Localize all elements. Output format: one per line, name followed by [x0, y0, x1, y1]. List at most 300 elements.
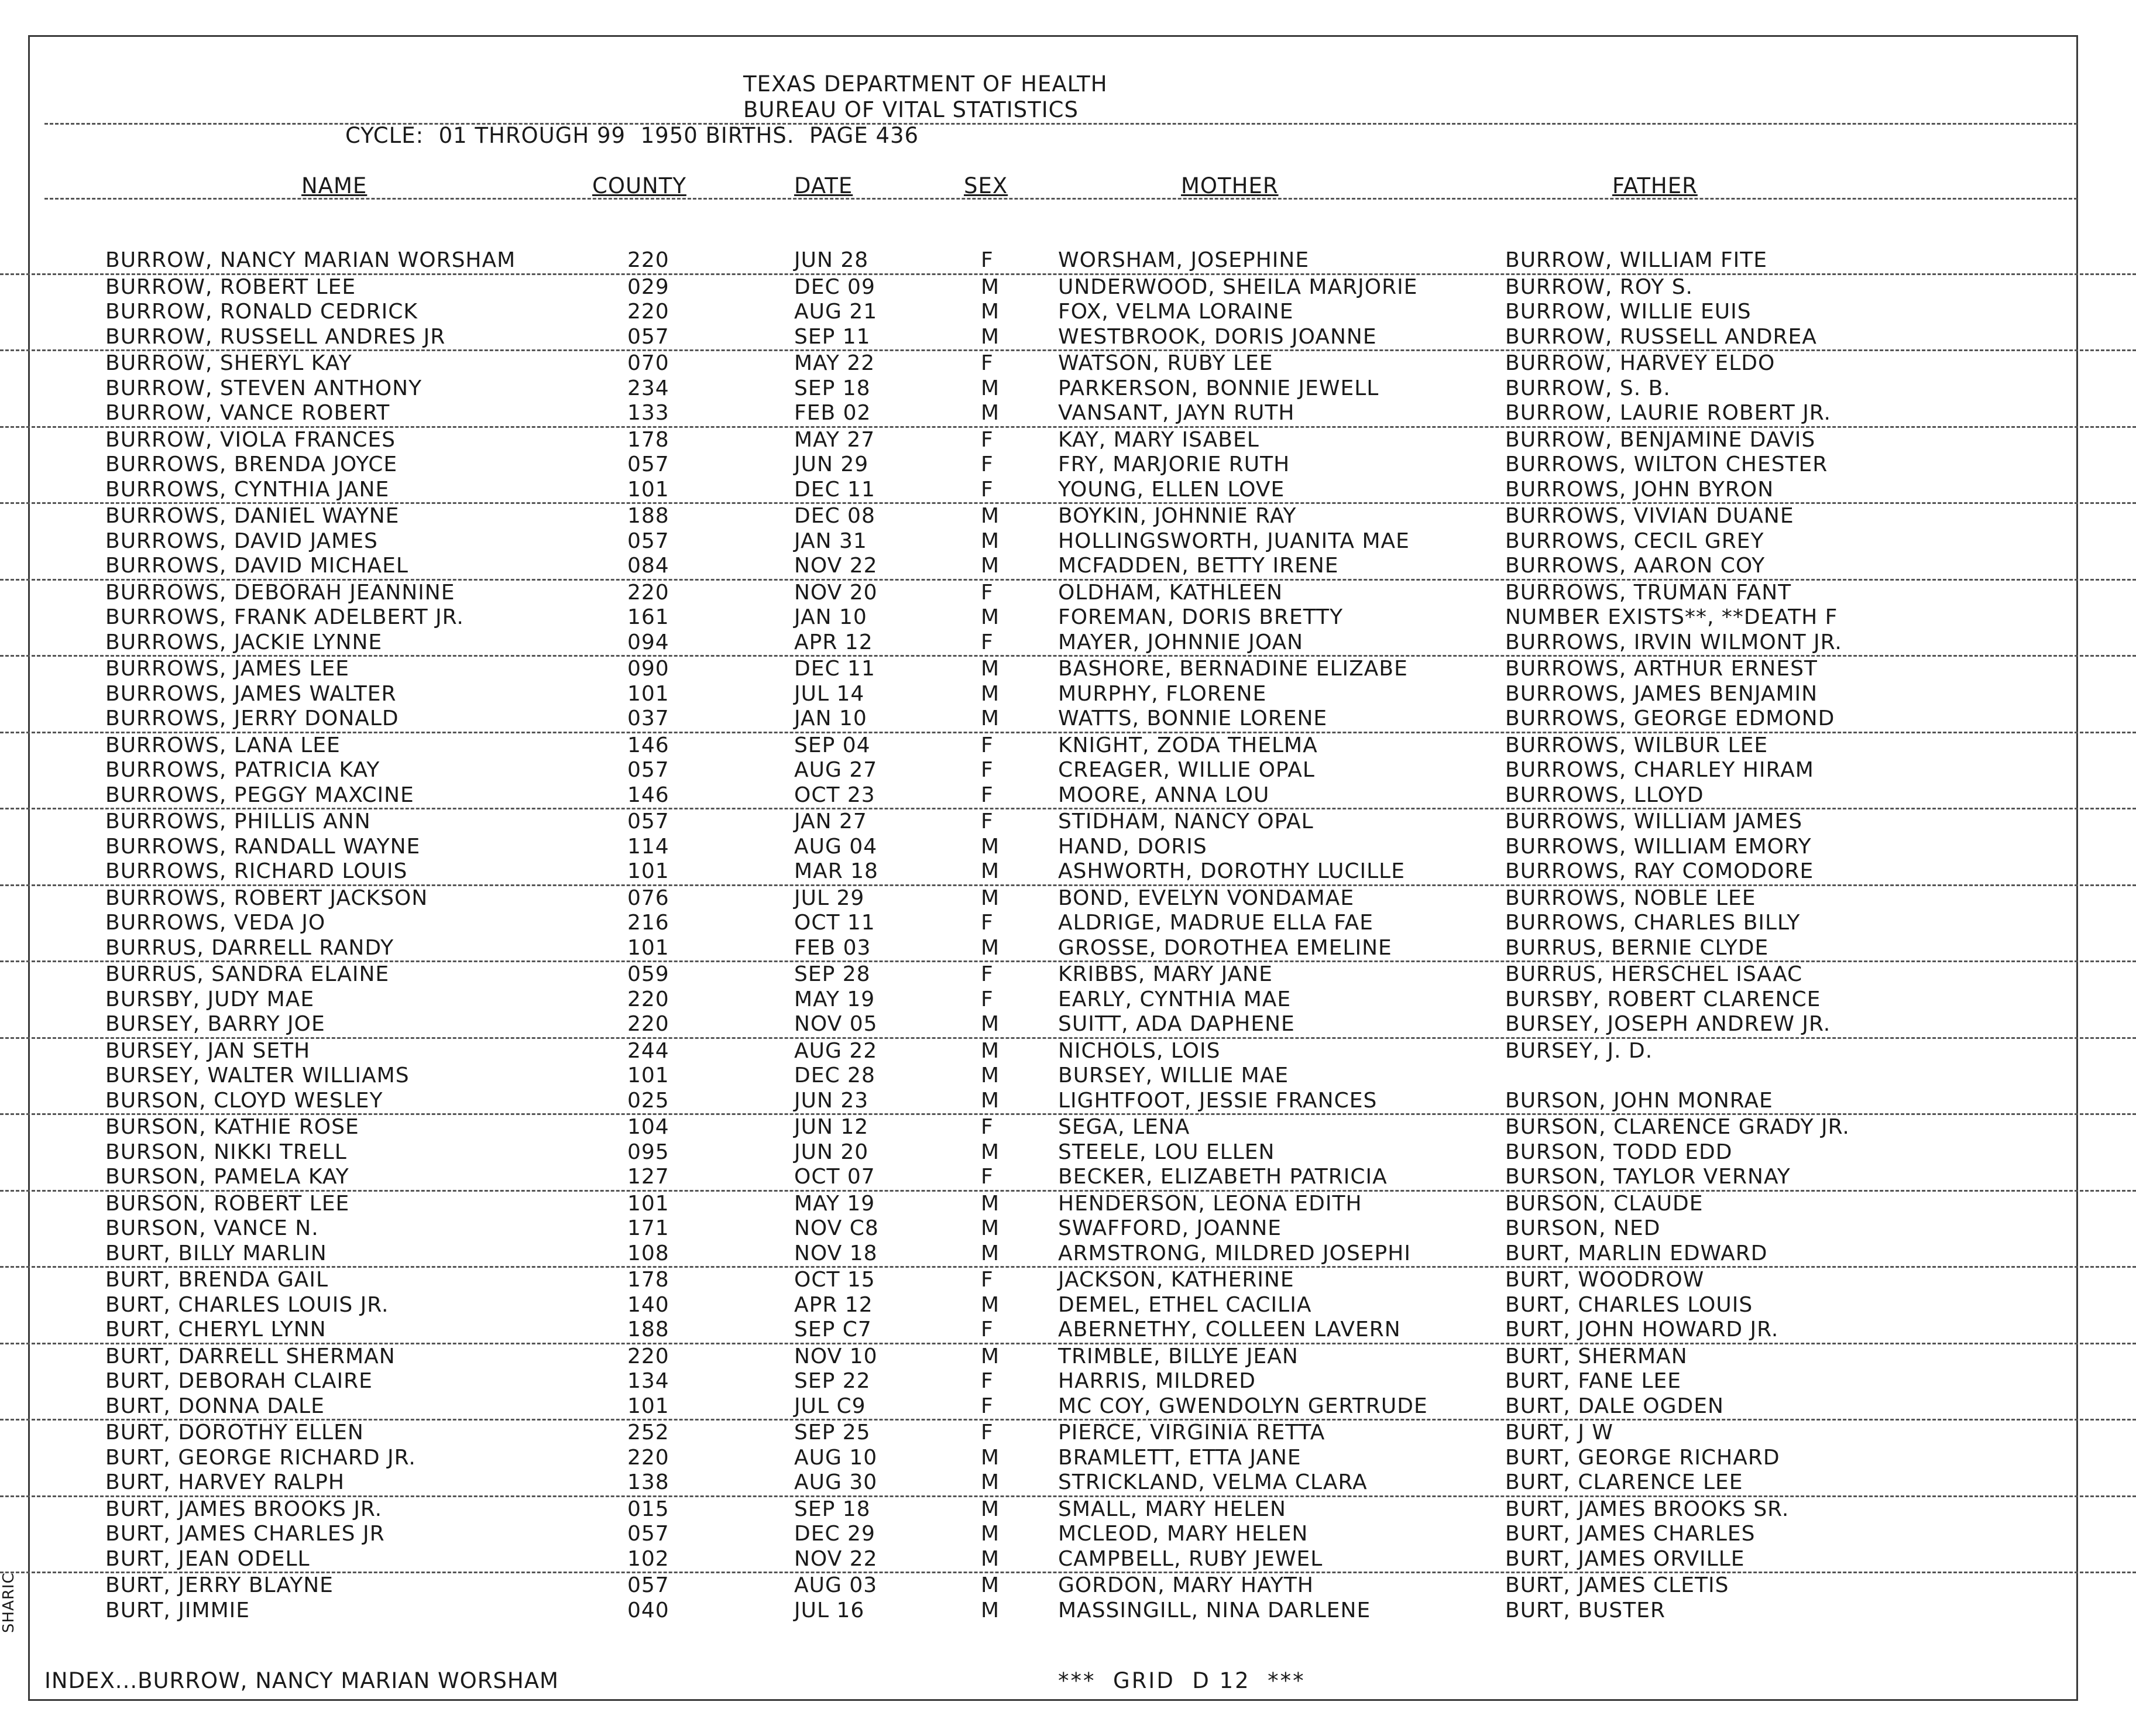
cell-father: BURROW, BENJAMINE DAVIS	[1505, 427, 1816, 452]
cell-father: BURROWS, GEORGE EDMOND	[1505, 706, 1835, 730]
cell-father: BURROWS, CHARLEY HIRAM	[1505, 758, 1814, 782]
cell-father: BURSBY, ROBERT CLARENCE	[1505, 987, 1821, 1011]
table-row	[0, 1063, 2136, 1089]
cell-county: 057	[627, 529, 669, 553]
table-row	[0, 657, 2136, 682]
cell-sex: F	[981, 248, 994, 272]
cell-name: BURT, CHARLES LOUIS JR.	[105, 1292, 389, 1317]
cell-father: BURROWS, JOHN BYRON	[1505, 477, 1774, 502]
cell-date: DEC 08	[794, 504, 875, 528]
cell-father: BURSEY, J. D.	[1505, 1038, 1653, 1063]
table-row	[0, 1394, 2136, 1421]
cell-name: BURT, BRENDA GAIL	[105, 1268, 329, 1292]
cell-father: BURROWS, CECIL GREY	[1505, 529, 1764, 553]
cell-father: BURT, CHARLES LOUIS	[1505, 1292, 1753, 1317]
cell-mother: YOUNG, ELLEN LOVE	[1058, 477, 1285, 502]
cell-sex: M	[981, 300, 1000, 324]
cell-mother: WESTBROOK, DORIS JOANNE	[1058, 324, 1377, 349]
cell-date: MAR 18	[794, 859, 878, 883]
cell-sex: M	[981, 1546, 1000, 1571]
cell-name: BURROWS, JAMES WALTER	[105, 681, 397, 706]
cell-sex: M	[981, 1598, 1000, 1622]
table-row	[0, 1318, 2136, 1344]
column-header-name: NAME	[301, 173, 368, 198]
table-row	[0, 1165, 2136, 1192]
table-row	[0, 1369, 2136, 1394]
cell-father: BURT, MARLIN EDWARD	[1505, 1241, 1768, 1265]
cell-mother: GORDON, MARY HAYTH	[1058, 1573, 1314, 1597]
cell-father: BURROWS, ARTHUR ERNEST	[1505, 657, 1818, 681]
cell-father: BURSON, CLAUDE	[1505, 1191, 1704, 1216]
cell-date: SEP 28	[794, 962, 871, 986]
cell-sex: F	[981, 1369, 994, 1393]
cell-mother: SMALL, MARY HELEN	[1058, 1497, 1286, 1521]
cell-sex: F	[981, 580, 994, 605]
cell-father: BURT, JAMES CHARLES	[1505, 1522, 1756, 1546]
cell-county: 101	[627, 681, 669, 706]
cell-name: BURT, CHERYL LYNN	[105, 1318, 327, 1342]
cell-sex: F	[981, 630, 994, 654]
cell-father: BURROWS, AARON COY	[1505, 554, 1766, 578]
cell-sex: M	[981, 376, 1000, 400]
cell-name: BURROWS, PHILLIS ANN	[105, 809, 371, 833]
cell-mother: MCFADDEN, BETTY IRENE	[1058, 554, 1339, 578]
cell-name: BURSON, PAMELA KAY	[105, 1165, 349, 1189]
cell-sex: F	[981, 427, 994, 452]
table-row	[0, 911, 2136, 936]
table-row	[0, 554, 2136, 581]
cell-sex: F	[981, 1421, 994, 1445]
cell-father: BURROWS, JAMES BENJAMIN	[1505, 681, 1818, 706]
cell-sex: M	[981, 1497, 1000, 1521]
table-row	[0, 1421, 2136, 1446]
table-row	[0, 706, 2136, 733]
cell-sex: F	[981, 1165, 994, 1189]
cell-mother: BOND, EVELYN VONDAMAE	[1058, 886, 1355, 910]
cell-date: MAY 19	[794, 987, 875, 1011]
cell-mother: ABERNETHY, COLLEEN LAVERN	[1058, 1318, 1401, 1342]
cell-name: BURROWS, CYNTHIA JANE	[105, 477, 390, 502]
cell-date: JUN 12	[794, 1115, 869, 1139]
cell-county: 127	[627, 1165, 669, 1189]
cell-date: NOV 18	[794, 1241, 878, 1265]
cell-county: 108	[627, 1241, 669, 1265]
cell-father: BURSON, TAYLOR VERNAY	[1505, 1165, 1791, 1189]
cell-date: FEB 03	[794, 935, 871, 960]
cell-county: 029	[627, 275, 669, 299]
table-row	[0, 1012, 2136, 1039]
cell-county: 188	[627, 1318, 669, 1342]
table-row	[0, 936, 2136, 963]
cell-date: APR 12	[794, 1292, 873, 1317]
cell-name: BURROW, RUSSELL ANDRES JR	[105, 324, 446, 349]
cell-father: BURT, FANE LEE	[1505, 1369, 1682, 1393]
cell-county: 244	[627, 1038, 669, 1063]
cell-mother: BRAMLETT, ETTA JANE	[1058, 1445, 1301, 1470]
cell-sex: F	[981, 477, 994, 502]
cell-father: BURRUS, BERNIE CLYDE	[1505, 935, 1769, 960]
cell-county: 188	[627, 504, 669, 528]
cell-date: OCT 11	[794, 911, 875, 935]
table-row	[0, 1140, 2136, 1165]
cell-sex: M	[981, 504, 1000, 528]
table-row	[0, 1089, 2136, 1116]
cell-date: NOV 05	[794, 1012, 878, 1036]
table-row	[0, 605, 2136, 630]
cell-mother: NICHOLS, LOIS	[1058, 1038, 1221, 1063]
cell-county: 146	[627, 783, 669, 807]
table-row	[0, 886, 2136, 911]
cell-sex: M	[981, 657, 1000, 681]
cell-date: AUG 30	[794, 1470, 878, 1494]
cell-date: FEB 02	[794, 401, 871, 425]
cell-name: BURROWS, DAVID MICHAEL	[105, 554, 408, 578]
cell-mother: LIGHTFOOT, JESSIE FRANCES	[1058, 1088, 1378, 1113]
cell-father: BURT, JAMES BROOKS SR.	[1505, 1497, 1790, 1521]
cell-county: 220	[627, 1012, 669, 1036]
cell-mother: MURPHY, FLORENE	[1058, 681, 1267, 706]
cell-date: DEC 28	[794, 1063, 875, 1087]
cell-date: AUG 27	[794, 758, 878, 782]
cell-name: BURSON, NIKKI TRELL	[105, 1140, 347, 1164]
cell-name: BURT, JAMES CHARLES JR	[105, 1522, 385, 1546]
cell-mother: BOYKIN, JOHNNIE RAY	[1058, 504, 1297, 528]
cell-county: 220	[627, 248, 669, 272]
cell-county: 104	[627, 1115, 669, 1139]
cell-date: DEC 09	[794, 275, 875, 299]
cell-mother: SEGA, LENA	[1058, 1115, 1190, 1139]
cell-mother: DEMEL, ETHEL CACILIA	[1058, 1292, 1312, 1317]
table-row	[0, 275, 2136, 300]
cell-sex: M	[981, 275, 1000, 299]
table-row	[0, 325, 2136, 352]
cell-sex: M	[981, 529, 1000, 553]
table-row	[0, 1598, 2136, 1624]
cell-mother: STIDHAM, NANCY OPAL	[1058, 809, 1314, 833]
cell-county: 101	[627, 859, 669, 883]
cell-name: BURROWS, RICHARD LOUIS	[105, 859, 408, 883]
cell-name: BURROWS, FRANK ADELBERT JR.	[105, 605, 464, 629]
cell-name: BURROWS, JERRY DONALD	[105, 706, 399, 730]
cell-sex: M	[981, 324, 1000, 349]
cell-sex: M	[981, 1063, 1000, 1087]
table-row	[0, 1573, 2136, 1598]
cell-mother: WORSHAM, JOSEPHINE	[1058, 248, 1310, 272]
cell-sex: M	[981, 1445, 1000, 1470]
table-row	[0, 1547, 2136, 1574]
table-row	[0, 1241, 2136, 1268]
cell-county: 220	[627, 300, 669, 324]
cell-sex: M	[981, 1573, 1000, 1597]
cell-sex: M	[981, 605, 1000, 629]
cell-father: BURT, JAMES CLETIS	[1505, 1573, 1729, 1597]
cell-sex: M	[981, 1012, 1000, 1036]
cell-father: NUMBER EXISTS**, **DEATH F	[1505, 605, 1838, 629]
cell-sex: M	[981, 1344, 1000, 1368]
index-footer: INDEX...BURROW, NANCY MARIAN WORSHAM	[44, 1668, 559, 1693]
cell-county: 178	[627, 1268, 669, 1292]
cell-name: BURT, DONNA DALE	[105, 1394, 325, 1418]
cell-county: 138	[627, 1470, 669, 1494]
cell-date: NOV C8	[794, 1216, 879, 1240]
cell-county: 076	[627, 886, 669, 910]
cell-name: BURRUS, SANDRA ELAINE	[105, 962, 390, 986]
cell-date: JUL C9	[794, 1394, 866, 1418]
cell-mother: WATSON, RUBY LEE	[1058, 351, 1273, 375]
cell-date: DEC 29	[794, 1522, 875, 1546]
cell-date: SEP 11	[794, 324, 871, 349]
table-row	[0, 733, 2136, 759]
cell-mother: KRIBBS, MARY JANE	[1058, 962, 1273, 986]
cell-date: OCT 07	[794, 1165, 875, 1189]
cell-county: 216	[627, 911, 669, 935]
cell-name: BURROW, ROBERT LEE	[105, 275, 356, 299]
cell-mother: HARRIS, MILDRED	[1058, 1369, 1256, 1393]
cell-mother: GROSSE, DOROTHEA EMELINE	[1058, 935, 1392, 960]
cell-father: BURROWS, IRVIN WILMONT JR.	[1505, 630, 1842, 654]
table-row	[0, 1039, 2136, 1064]
cell-name: BURROWS, DAVID JAMES	[105, 529, 378, 553]
cell-mother: FOREMAN, DORIS BRETTY	[1058, 605, 1344, 629]
cell-mother: SWAFFORD, JOANNE	[1058, 1216, 1282, 1240]
cell-name: BURROW, RONALD CEDRICK	[105, 300, 418, 324]
cell-mother: HOLLINGSWORTH, JUANITA MAE	[1058, 529, 1410, 553]
cell-sex: F	[981, 1394, 994, 1418]
cell-name: BURROW, VANCE ROBERT	[105, 401, 390, 425]
cell-mother: UNDERWOOD, SHEILA MARJORIE	[1058, 275, 1418, 299]
cell-county: 234	[627, 376, 669, 400]
cell-father: BURROW, ROY S.	[1505, 275, 1694, 299]
cell-mother: WATTS, BONNIE LORENE	[1058, 706, 1328, 730]
table-row	[0, 962, 2136, 987]
cell-name: BURROWS, JAMES LEE	[105, 657, 350, 681]
cell-date: JUL 16	[794, 1598, 865, 1622]
cell-sex: M	[981, 886, 1000, 910]
cell-county: 134	[627, 1369, 669, 1393]
cell-sex: F	[981, 733, 994, 757]
cell-sex: M	[981, 1241, 1000, 1265]
cell-father: BURT, CLARENCE LEE	[1505, 1470, 1743, 1494]
cell-date: SEP 18	[794, 1497, 871, 1521]
cell-sex: M	[981, 706, 1000, 730]
cell-sex: M	[981, 1140, 1000, 1164]
cell-mother: KAY, MARY ISABEL	[1058, 427, 1259, 452]
cell-mother: ASHWORTH, DOROTHY LUCILLE	[1058, 859, 1405, 883]
cell-mother: JACKSON, KATHERINE	[1058, 1268, 1294, 1292]
cell-mother: PIERCE, VIRGINIA RETTA	[1058, 1421, 1325, 1445]
cell-county: 114	[627, 834, 669, 859]
cell-sex: F	[981, 987, 994, 1011]
column-header-father: FATHER	[1612, 173, 1698, 198]
cell-sex: M	[981, 1522, 1000, 1546]
cell-father: BURROWS, VIVIAN DUANE	[1505, 504, 1794, 528]
column-header-date: DATE	[794, 173, 853, 198]
cell-county: 101	[627, 1191, 669, 1216]
cell-date: JUN 23	[794, 1088, 869, 1113]
table-row	[0, 630, 2136, 657]
cell-date: JAN 10	[794, 706, 867, 730]
cell-name: BURROWS, PATRICIA KAY	[105, 758, 380, 782]
table-row	[0, 835, 2136, 860]
cell-father: BURROWS, WILLIAM JAMES	[1505, 809, 1803, 833]
cell-name: BURSON, ROBERT LEE	[105, 1191, 350, 1216]
cell-sex: M	[981, 1216, 1000, 1240]
column-header-divider	[44, 198, 2077, 200]
report-title: TEXAS DEPARTMENT OF HEALTH	[743, 71, 1108, 97]
cell-name: BURT, DARRELL SHERMAN	[105, 1344, 396, 1368]
table-row	[0, 1522, 2136, 1547]
cell-father: BURROWS, CHARLES BILLY	[1505, 911, 1801, 935]
table-row	[0, 504, 2136, 529]
cell-mother: OLDHAM, KATHLEEN	[1058, 580, 1283, 605]
cell-county: 070	[627, 351, 669, 375]
cell-date: SEP 04	[794, 733, 871, 757]
cell-father: BURROWS, WILBUR LEE	[1505, 733, 1768, 757]
cycle-line: CYCLE: 01 THROUGH 99 1950 BIRTHS. PAGE 436	[345, 123, 919, 148]
cell-father: BURROWS, WILTON CHESTER	[1505, 452, 1828, 476]
cell-date: NOV 22	[794, 554, 878, 578]
cell-county: 178	[627, 427, 669, 452]
table-row	[0, 1268, 2136, 1293]
cell-date: JUN 20	[794, 1140, 869, 1164]
cell-date: JUN 28	[794, 248, 869, 272]
cell-mother: HAND, DORIS	[1058, 834, 1207, 859]
cell-mother: FOX, VELMA LORAINE	[1058, 300, 1294, 324]
cell-county: 040	[627, 1598, 669, 1622]
cell-mother: ARMSTRONG, MILDRED JOSEPHI	[1058, 1241, 1411, 1265]
cell-name: BURROWS, DEBORAH JEANNINE	[105, 580, 455, 605]
cell-county: 095	[627, 1140, 669, 1164]
table-row	[0, 1293, 2136, 1318]
cell-date: SEP 18	[794, 376, 871, 400]
cell-father: BURROW, S. B.	[1505, 376, 1671, 400]
cell-father: BURT, JAMES ORVILLE	[1505, 1546, 1745, 1571]
cell-sex: F	[981, 452, 994, 476]
cell-mother: FRY, MARJORIE RUTH	[1058, 452, 1290, 476]
cell-mother: BECKER, ELIZABETH PATRICIA	[1058, 1165, 1388, 1189]
cell-mother: CREAGER, WILLIE OPAL	[1058, 758, 1315, 782]
cell-mother: EARLY, CYNTHIA MAE	[1058, 987, 1292, 1011]
table-row	[0, 452, 2136, 478]
cell-mother: MOORE, ANNA LOU	[1058, 783, 1270, 807]
cell-county: 057	[627, 324, 669, 349]
cell-name: BURROW, SHERYL KAY	[105, 351, 352, 375]
cell-county: 102	[627, 1546, 669, 1571]
cell-name: BURSEY, BARRY JOE	[105, 1012, 325, 1036]
cell-date: DEC 11	[794, 657, 875, 681]
cell-father: BURROW, HARVEY ELDO	[1505, 351, 1776, 375]
cell-county: 171	[627, 1216, 669, 1240]
table-row	[0, 1192, 2136, 1217]
cell-name: BURROWS, VEDA JO	[105, 911, 326, 935]
cell-mother: CAMPBELL, RUBY JEWEL	[1058, 1546, 1323, 1571]
cell-mother: PARKERSON, BONNIE JEWELL	[1058, 376, 1379, 400]
cell-date: SEP 22	[794, 1369, 871, 1393]
table-row	[0, 248, 2136, 275]
cell-name: BURROWS, PEGGY MAXCINE	[105, 783, 414, 807]
table-row	[0, 300, 2136, 325]
cell-sex: M	[981, 554, 1000, 578]
table-row	[0, 809, 2136, 835]
cell-date: JUL 14	[794, 681, 865, 706]
cell-county: 220	[627, 1445, 669, 1470]
cell-mother: TRIMBLE, BILLYE JEAN	[1058, 1344, 1299, 1368]
table-row	[0, 987, 2136, 1013]
cell-name: BURT, JEAN ODELL	[105, 1546, 310, 1571]
cell-sex: M	[981, 1470, 1000, 1494]
cell-date: NOV 20	[794, 580, 878, 605]
cell-father: BURRUS, HERSCHEL ISAAC	[1505, 962, 1803, 986]
cell-sex: M	[981, 1088, 1000, 1113]
cell-sex: F	[981, 1318, 994, 1342]
cell-date: JUN 29	[794, 452, 869, 476]
cell-father: BURROWS, WILLIAM EMORY	[1505, 834, 1812, 859]
cell-father: BURT, WOODROW	[1505, 1268, 1705, 1292]
table-row	[0, 1446, 2136, 1471]
cell-county: 220	[627, 580, 669, 605]
cell-name: BURT, DOROTHY ELLEN	[105, 1421, 364, 1445]
cell-mother: SUITT, ADA DAPHENE	[1058, 1012, 1295, 1036]
cell-county: 161	[627, 605, 669, 629]
cell-county: 090	[627, 657, 669, 681]
cell-mother: KNIGHT, ZODA THELMA	[1058, 733, 1318, 757]
cell-father: BURSON, TODD EDD	[1505, 1140, 1733, 1164]
cell-county: 057	[627, 809, 669, 833]
cell-date: AUG 03	[794, 1573, 878, 1597]
table-row	[0, 428, 2136, 453]
side-mark: SHARIC	[0, 1572, 18, 1633]
cell-county: 101	[627, 935, 669, 960]
cell-father: BURSON, NED	[1505, 1216, 1661, 1240]
table-row	[0, 478, 2136, 505]
cell-father: BURT, SHERMAN	[1505, 1344, 1688, 1368]
cell-father: BURROWS, RAY COMODORE	[1505, 859, 1814, 883]
cell-date: AUG 21	[794, 300, 878, 324]
table-row	[0, 682, 2136, 707]
cell-sex: M	[981, 681, 1000, 706]
cell-name: BURROWS, RANDALL WAYNE	[105, 834, 421, 859]
cell-mother: STEELE, LOU ELLEN	[1058, 1140, 1275, 1164]
cell-name: BURT, JIMMIE	[105, 1598, 250, 1622]
cell-sex: F	[981, 962, 994, 986]
cell-mother: BASHORE, BERNADINE ELIZABE	[1058, 657, 1408, 681]
cell-date: JUL 29	[794, 886, 865, 910]
cell-county: 037	[627, 706, 669, 730]
cell-date: MAY 19	[794, 1191, 875, 1216]
table-row	[0, 1115, 2136, 1140]
cell-sex: M	[981, 1038, 1000, 1063]
cell-sex: M	[981, 401, 1000, 425]
cell-county: 094	[627, 630, 669, 654]
column-header-sex: SEX	[964, 173, 1008, 198]
cell-mother: MAYER, JOHNNIE JOAN	[1058, 630, 1304, 654]
cell-county: 252	[627, 1421, 669, 1445]
cell-name: BURT, JAMES BROOKS JR.	[105, 1497, 383, 1521]
cell-mother: VANSANT, JAYN RUTH	[1058, 401, 1295, 425]
cell-mother: STRICKLAND, VELMA CLARA	[1058, 1470, 1368, 1494]
cell-date: AUG 10	[794, 1445, 878, 1470]
cell-county: 015	[627, 1497, 669, 1521]
cell-date: MAY 22	[794, 351, 875, 375]
cell-sex: F	[981, 758, 994, 782]
cell-date: JAN 10	[794, 605, 867, 629]
cell-sex: M	[981, 1292, 1000, 1317]
cell-county: 025	[627, 1088, 669, 1113]
table-row	[0, 1497, 2136, 1522]
cell-sex: M	[981, 1191, 1000, 1216]
cell-name: BURROWS, DANIEL WAYNE	[105, 504, 400, 528]
cell-father: BURSEY, JOSEPH ANDREW JR.	[1505, 1012, 1831, 1036]
